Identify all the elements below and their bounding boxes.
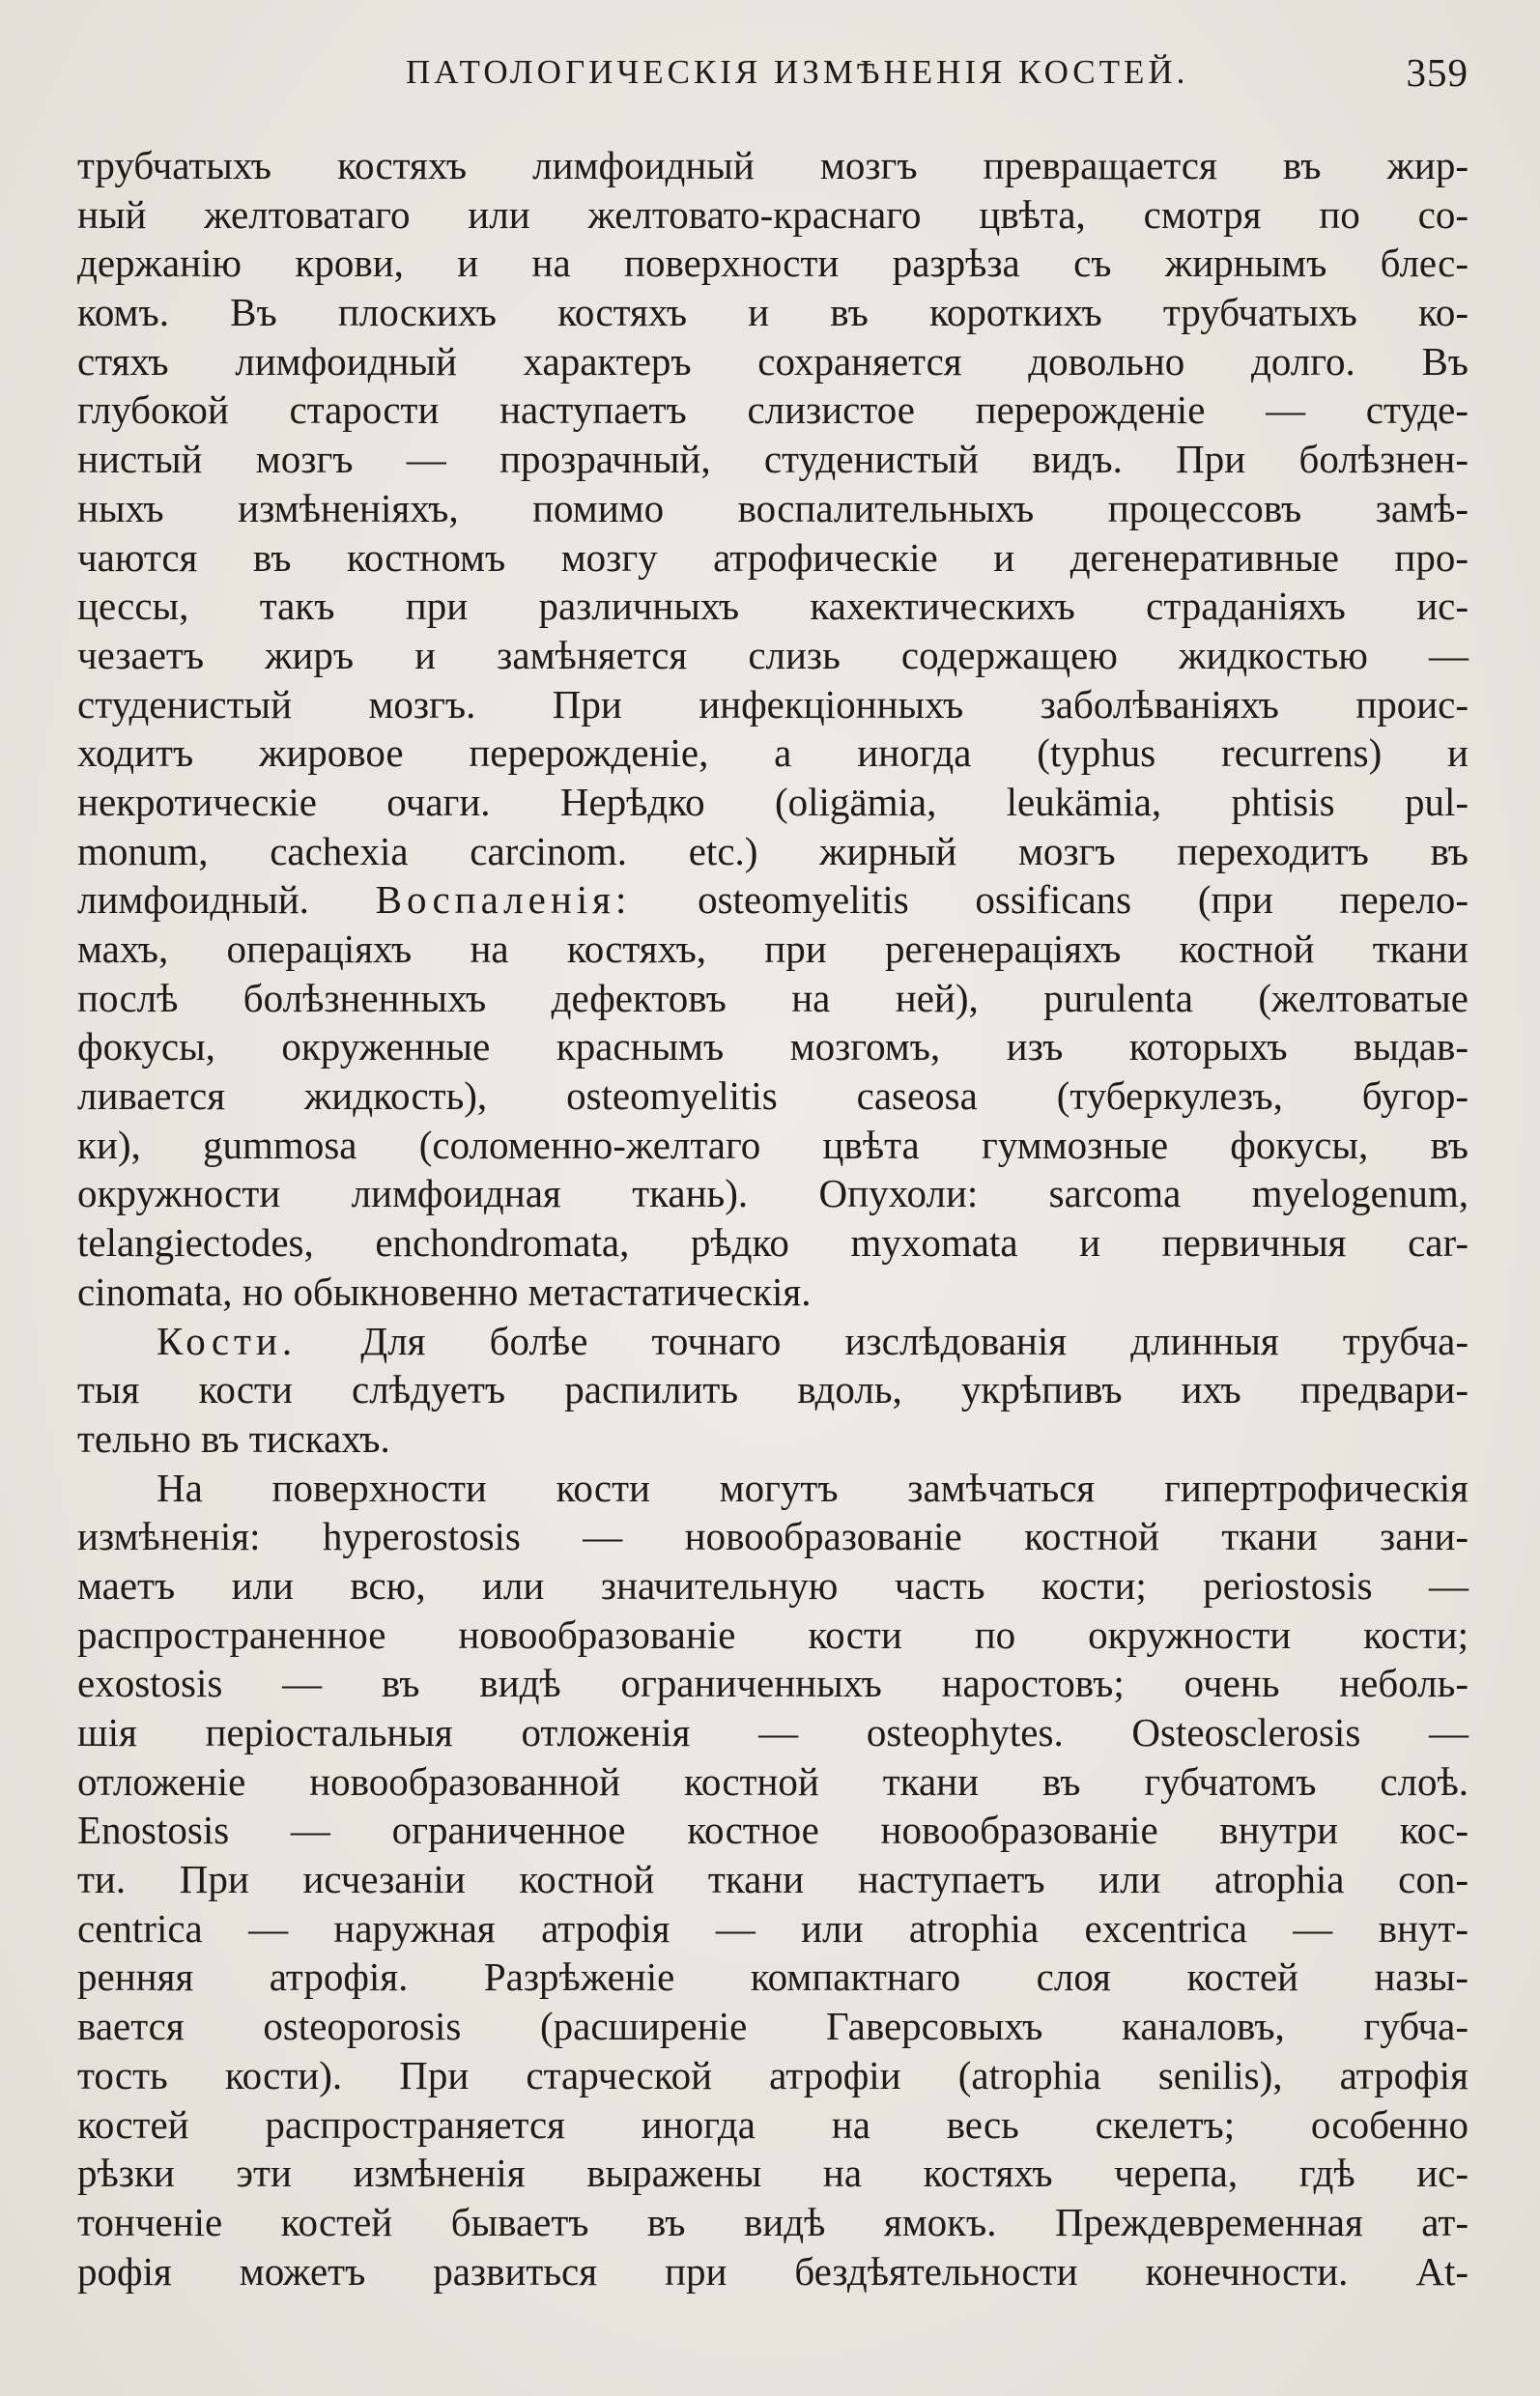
text-line: На поверхности кости могутъ замѣчаться гипертрофическія bbox=[157, 1465, 1469, 1510]
section-term-inflammation: Воспаленія: bbox=[375, 877, 632, 923]
text-run: лимфоидный. bbox=[77, 877, 376, 923]
text-line: глубокой старости наступаетъ слизистое перерожденіе — студе- bbox=[77, 387, 1469, 433]
text-line: тость кости). При старческой атрофіи (atrophia senilis), атрофія bbox=[77, 2052, 1469, 2097]
text-line: ходитъ жировое перерожденіе, а иногда (typhus recurrens) и bbox=[77, 730, 1469, 776]
body-text bbox=[77, 141, 1469, 2296]
text-line: некротическіе очаги. Нерѣдко (oligämia, leukämia, phtisis pul- bbox=[77, 779, 1469, 824]
text-line: костей распространяется иногда на весь скелетъ; особенно bbox=[77, 2101, 1469, 2147]
text-line: ныхъ измѣненіяхъ, помимо воспалительныхъ процессовъ замѣ- bbox=[77, 485, 1469, 530]
text-line: ти. При исчезаніи костной ткани наступаетъ или atrophia con- bbox=[77, 1857, 1469, 1902]
text-line: фокусы, окруженные краснымъ мозгомъ, изъ которыхъ выдав- bbox=[77, 1024, 1469, 1070]
text-line: monum, cachexia carcinom. etc.) жирный мозгъ переходитъ въ bbox=[77, 828, 1469, 873]
text-line: маетъ или всю, или значительную часть кости; periostosis — bbox=[77, 1562, 1469, 1608]
text-line: комъ. Въ плоскихъ костяхъ и въ короткихъ трубчатыхъ ко- bbox=[77, 290, 1469, 335]
text-line: вается osteoporosis (расширеніе Гаверсовыхъ каналовъ, губча- bbox=[77, 2004, 1469, 2049]
text-line: ренняя атрофія. Разрѣженіе компактнаго слоя костей назы- bbox=[77, 1954, 1469, 2000]
text-run: osteomyelitis ossificans (при перело- bbox=[631, 877, 1469, 923]
text-line: студенистый мозгъ. При инфекціонныхъ заболѣваніяхъ проис- bbox=[77, 681, 1469, 727]
text-line: тонченіе костей бываетъ въ видѣ ямокъ. Преждевременная ат- bbox=[77, 2199, 1469, 2244]
section-heading-bones: Кости. bbox=[157, 1318, 298, 1363]
paragraph-bones bbox=[77, 1317, 1469, 1464]
text-line: тыя кости слѣдуетъ распилить вдоль, укрѣпивъ ихъ предвари- bbox=[77, 1367, 1469, 1412]
text-line: ки), gummosa (соломенно-желтаго цвѣта гуммозные фокусы, въ bbox=[77, 1122, 1469, 1167]
text-line: трубчатыхъ костяхъ лимфоидный мозгъ превращается въ жир- bbox=[77, 143, 1469, 187]
text-line: распространенное новообразованіе кости по окружности кости; bbox=[77, 1612, 1469, 1657]
paragraph-hypertrophy bbox=[77, 1464, 1469, 2296]
running-head: ПАТОЛОГИЧЕСКІЯ ИЗМѢНЕНІЯ КОСТЕЙ. bbox=[406, 53, 1189, 91]
text-line: окружности лимфоидная ткань). Опухоли: sarcoma myelogenum, bbox=[77, 1171, 1469, 1216]
text-line: exostosis — въ видѣ ограниченныхъ наростовъ; очень неболь- bbox=[77, 1661, 1469, 1706]
text-line: telangiectodes, enchondromata, рѣдко myxomata и первичныя car- bbox=[77, 1220, 1469, 1266]
text-line: отложеніе новообразованной костной ткани въ губчатомъ слоѣ. bbox=[77, 1758, 1469, 1804]
text-line: чезаетъ жиръ и замѣняется слизь содержащею жидкостью — bbox=[77, 632, 1469, 677]
text-line: чаются въ костномъ мозгу атрофическіе и дегенеративные про- bbox=[77, 534, 1469, 580]
text-line: рофія можетъ развиться при бездѣятельности конечности. At- bbox=[77, 2248, 1469, 2294]
text-line: измѣненія: hyperostosis — новообразованіе костной ткани зани- bbox=[77, 1514, 1469, 1559]
text-line: послѣ болѣзненныхъ дефектовъ на ней), purulenta (желтоватые bbox=[77, 975, 1469, 1020]
text-line: рѣзки эти измѣненія выражены на костяхъ черепа, гдѣ ис- bbox=[77, 2151, 1469, 2196]
text-line: шія періостальныя отложенія — osteophytes. Osteosclerosis — bbox=[77, 1710, 1469, 1754]
text-line: махъ, операціяхъ на костяхъ, при регенераціяхъ костной ткани bbox=[77, 927, 1469, 971]
text-line: держанію крови, и на поверхности разрѣза съ жирнымъ блес- bbox=[77, 241, 1469, 286]
text-line: Enostosis — ограниченное костное новообразованіе внутри кос- bbox=[77, 1808, 1469, 1853]
text-line: стяхъ лимфоидный характеръ сохраняется довольно долго. Въ bbox=[77, 338, 1469, 384]
text-line: ливается жидкость), osteomyelitis caseosa (туберкулезъ, бугор- bbox=[77, 1073, 1469, 1119]
text-line: тельно въ тискахъ. bbox=[77, 1415, 390, 1461]
page-header bbox=[77, 48, 1469, 97]
text-line: цессы, такъ при различныхъ кахектическихъ страданіяхъ ис- bbox=[77, 584, 1469, 629]
text-line: нистый мозгъ — прозрачный, студенистый видъ. При болѣзнен- bbox=[77, 437, 1469, 482]
text-line bbox=[77, 875, 1469, 925]
text-line: ный желтоватаго или желтовато-краснаго цвѣта, смотря по со- bbox=[77, 191, 1469, 237]
text-run: Для болѣе точнаго изслѣдованія длинныя трубча- bbox=[297, 1318, 1469, 1363]
page-number: 359 bbox=[1406, 50, 1469, 95]
text-line bbox=[77, 1317, 1469, 1366]
paragraph-bone-marrow bbox=[77, 141, 1469, 1317]
text-line: cinomata, но обыкновенно метастатическія. bbox=[77, 1269, 812, 1314]
text-line: centrica — наружная атрофія — или atrophia excentrica — внут- bbox=[77, 1905, 1469, 1951]
